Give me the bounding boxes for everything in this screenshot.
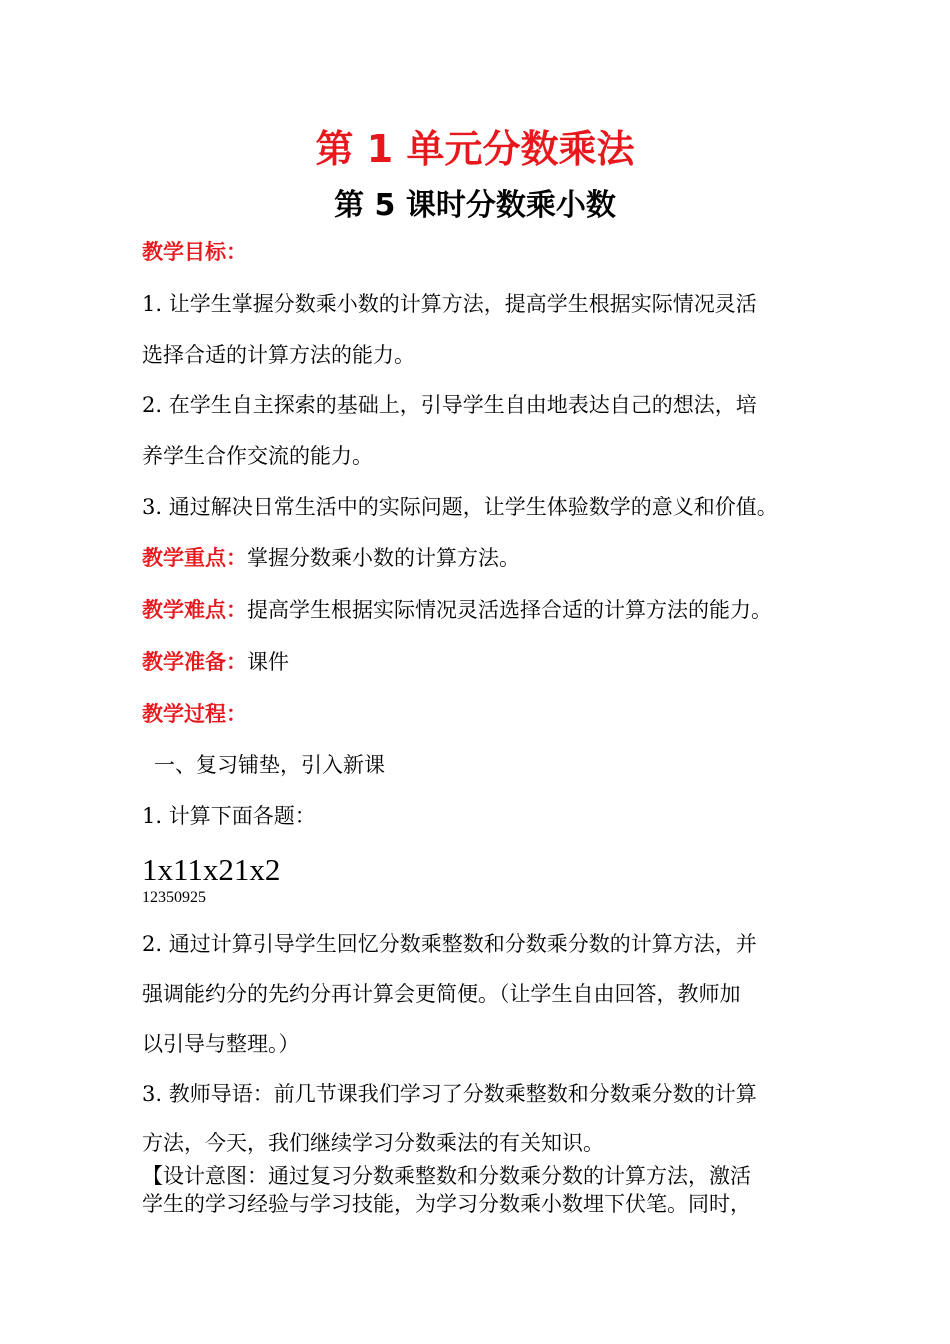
step-3-line-2: 方法，今天，我们继续学习分数乘法的有关知识。	[142, 1131, 604, 1155]
process-label: 教学过程：	[142, 702, 247, 726]
key-point-label: 教学重点：	[142, 546, 247, 570]
section-1-heading: 一、复习铺垫，引入新课	[154, 753, 385, 777]
lesson-subtitle: 第 5 课时分数乘小数	[334, 188, 616, 223]
design-note-line-1: 【设计意图：通过复习分数乘整数和分数乘分数的计算方法，激活	[142, 1164, 751, 1188]
document-title: 第 1 单元分数乘法	[315, 127, 635, 171]
goal-1-line-2: 选择合适的计算方法的能力。	[142, 343, 415, 367]
step-3-line-1: 3. 教师导语：前几节课我们学习了分数乘整数和分数乘分数的计算	[142, 1082, 757, 1106]
goals-label: 教学目标：	[142, 240, 247, 264]
difficulty-text: 提高学生根据实际情况灵活选择合适的计算方法的能力。	[247, 598, 772, 622]
goal-3: 3. 通过解决日常生活中的实际问题，让学生体验数学的意义和价值。	[142, 495, 778, 519]
step-1: 1. 计算下面各题：	[142, 804, 316, 828]
difficulty-label: 教学难点：	[142, 598, 247, 622]
goal-1-line-1: 1. 让学生掌握分数乘小数的计算方法，提高学生根据实际情况灵活	[142, 292, 757, 316]
key-point-text: 掌握分数乘小数的计算方法。	[247, 546, 520, 570]
design-note-line-2: 学生的学习经验与学习技能，为学习分数乘小数埋下伏笔。同时，	[142, 1192, 751, 1216]
preparation-row	[142, 647, 289, 677]
goal-2-line-2: 养学生合作交流的能力。	[142, 444, 373, 468]
preparation-text: 课件	[247, 650, 289, 674]
math-subscript-digits: 12350925	[142, 889, 206, 906]
step-2-line-3: 以引导与整理。）	[142, 1032, 300, 1056]
preparation-label: 教学准备：	[142, 650, 247, 674]
key-point-row	[142, 543, 520, 573]
math-expression: 1x11x21x2	[142, 852, 281, 887]
step-2-line-2: 强调能约分的先约分再计算会更简便。（让学生自由回答，教师加	[142, 982, 741, 1006]
step-2-line-1: 2. 通过计算引导学生回忆分数乘整数和分数乘分数的计算方法，并	[142, 932, 757, 956]
goal-2-line-1: 2. 在学生自主探索的基础上，引导学生自由地表达自己的想法，培	[142, 393, 757, 417]
difficulty-row	[142, 595, 772, 625]
